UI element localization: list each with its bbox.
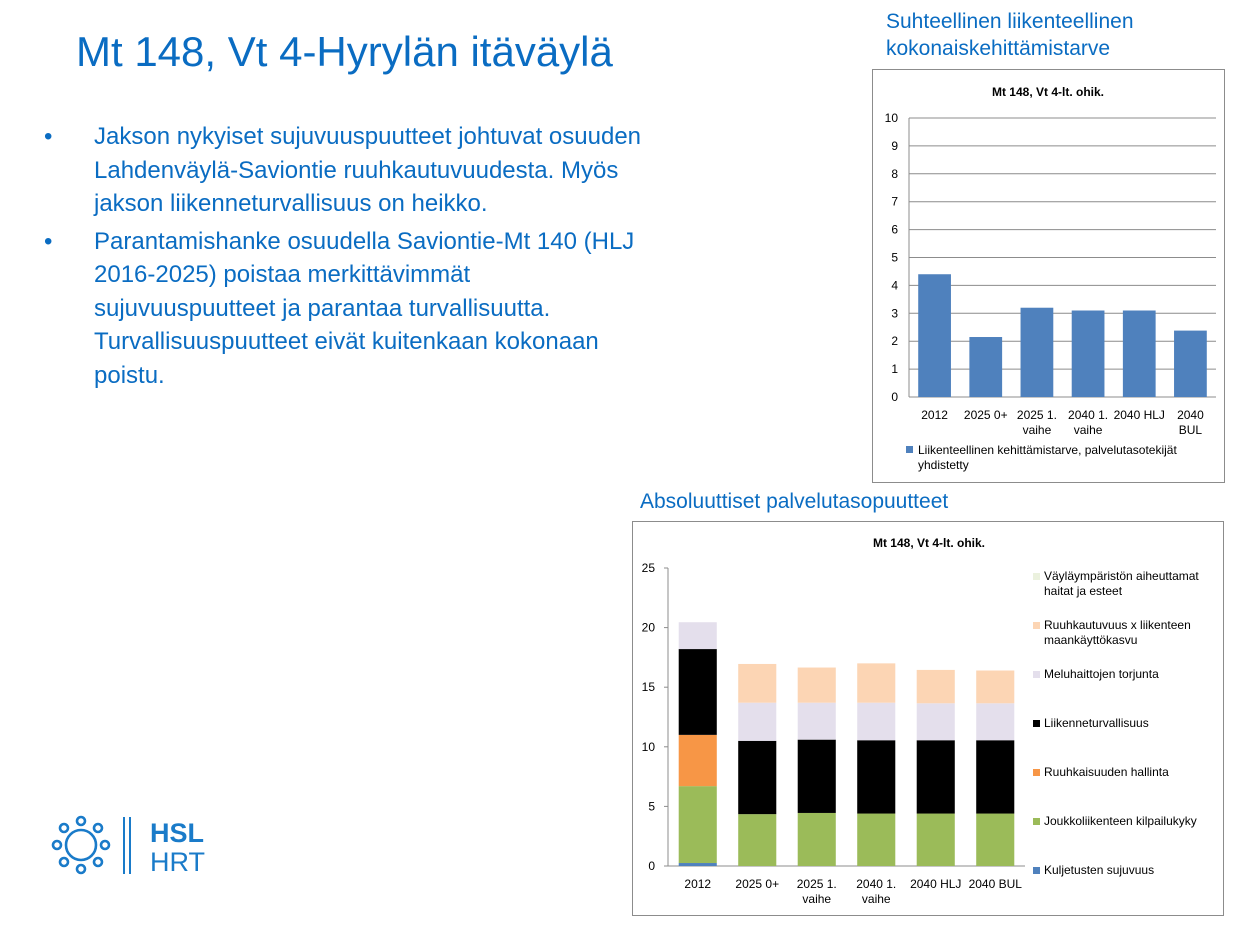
bar bbox=[1072, 311, 1105, 397]
x-tick-label: 2012 bbox=[921, 408, 948, 422]
stacked-bar-segment bbox=[857, 814, 895, 866]
legend-swatch bbox=[1033, 622, 1040, 629]
x-tick-label: 2040 HLJ bbox=[910, 877, 962, 891]
stacked-bar-segment bbox=[679, 649, 717, 735]
bullet-item bbox=[44, 225, 644, 393]
x-tick-label: 2025 0+ bbox=[963, 408, 1008, 422]
y-tick-label: 25 bbox=[641, 561, 655, 575]
legend-label: Meluhaittojen torjunta bbox=[1044, 667, 1159, 681]
slide-title: Mt 148, Vt 4-Hyrylän itäväylä bbox=[76, 28, 613, 75]
stacked-bar-segment bbox=[738, 703, 776, 741]
y-tick-label: 1 bbox=[891, 362, 898, 377]
x-tick-label: 2040 HLJ bbox=[1113, 408, 1165, 422]
stacked-bar-segment bbox=[976, 814, 1014, 866]
legend-label: Ruuhkautuvuus x liikenteen bbox=[1044, 618, 1191, 632]
legend-label: Kuljetusten sujuvuus bbox=[1044, 863, 1155, 877]
y-tick-label: 5 bbox=[891, 250, 898, 265]
y-tick-label: 6 bbox=[891, 222, 898, 237]
x-tick-label: vaihe bbox=[861, 892, 891, 906]
y-tick-label: 9 bbox=[891, 138, 898, 153]
stacked-bar-segment bbox=[679, 863, 717, 866]
stacked-bar-segment bbox=[798, 668, 836, 703]
x-tick-label: 2025 1. bbox=[796, 877, 837, 891]
y-tick-label: 3 bbox=[891, 306, 898, 321]
chart1-svg bbox=[873, 70, 1224, 482]
y-tick-label: 0 bbox=[648, 859, 655, 873]
stacked-bar-segment bbox=[738, 664, 776, 703]
stacked-bar-segment bbox=[976, 703, 1014, 740]
bar bbox=[969, 337, 1002, 397]
x-tick-label: 2040 1. bbox=[1068, 408, 1109, 422]
legend-label: Joukkoliikenteen kilpailukyky bbox=[1044, 814, 1197, 828]
stacked-bar-segment bbox=[917, 740, 955, 813]
x-tick-label: 2040 BUL bbox=[968, 877, 1022, 891]
stacked-bar-segment bbox=[738, 814, 776, 866]
y-tick-label: 10 bbox=[641, 739, 655, 754]
bullet-text: Parantamishanke osuudella Saviontie-Mt 140 (HLJ 2016-2025) poistaa merkittävimmät sujuvuuspuutteet ja parantaa turvallisuutta. Turvallisuuspuutteet eivät kuitenkaan kokonaan poistu. bbox=[94, 227, 635, 389]
hsl-logo-icon bbox=[50, 812, 220, 882]
stacked-bar-segment bbox=[976, 740, 1014, 813]
legend-swatch bbox=[1033, 769, 1040, 776]
chart-title: Mt 148, Vt 4-lt. ohik. bbox=[991, 85, 1105, 99]
logo-text-hsl: HSL bbox=[150, 818, 204, 848]
x-tick-label: 2040 bbox=[1177, 408, 1204, 422]
legend-label: haitat ja esteet bbox=[1044, 584, 1123, 598]
legend-label: Liikenneturvallisuus bbox=[1044, 716, 1149, 730]
stacked-bar-segment bbox=[857, 740, 895, 813]
bar bbox=[918, 274, 951, 397]
chart1-heading: Suhteellinen liikenteellinen kokonaiskehittämistarve bbox=[886, 10, 1134, 60]
hsl-hrt-logo bbox=[50, 812, 220, 887]
legend-swatch bbox=[1033, 867, 1040, 874]
y-tick-label: 8 bbox=[891, 166, 898, 181]
stacked-bar-segment bbox=[917, 703, 955, 740]
y-tick-label: 20 bbox=[641, 620, 655, 635]
chart2-svg bbox=[633, 522, 1223, 915]
bullet-list bbox=[44, 120, 644, 396]
chart2-heading: Absoluuttiset palvelutasopuutteet bbox=[640, 490, 949, 513]
x-tick-label: 2012 bbox=[684, 877, 712, 891]
x-tick-label: vaihe bbox=[802, 892, 832, 906]
y-tick-label: 7 bbox=[891, 194, 898, 209]
stacked-bar-segment bbox=[976, 671, 1014, 704]
y-tick-label: 5 bbox=[648, 799, 655, 814]
legend-label: maankäyttökasvu bbox=[1044, 633, 1138, 647]
stacked-bar-segment bbox=[798, 813, 836, 866]
stacked-bar-segment bbox=[798, 703, 836, 740]
stacked-bar-segment bbox=[738, 741, 776, 814]
legend-label: yhdistetty bbox=[918, 458, 969, 472]
x-tick-label: BUL bbox=[1178, 423, 1203, 437]
legend-swatch bbox=[1033, 720, 1040, 727]
y-tick-label: 2 bbox=[891, 334, 898, 349]
stacked-bar-segment bbox=[679, 735, 717, 786]
bullet-marker: • bbox=[44, 227, 53, 255]
x-tick-label: 2025 0+ bbox=[735, 877, 780, 891]
chart-title: Mt 148, Vt 4-lt. ohik. bbox=[872, 536, 986, 550]
logo-text-hrt: HRT bbox=[150, 847, 206, 877]
legend-swatch bbox=[1033, 818, 1040, 825]
legend-label: Ruuhkaisuuden hallinta bbox=[1044, 765, 1169, 779]
x-tick-label: 2025 1. bbox=[1016, 408, 1057, 422]
x-tick-label: vaihe bbox=[1073, 423, 1103, 437]
y-tick-label: 15 bbox=[641, 680, 655, 695]
bar bbox=[1021, 308, 1054, 397]
y-tick-label: 0 bbox=[891, 390, 898, 404]
stacked-bar-segment bbox=[679, 786, 717, 863]
y-tick-label: 10 bbox=[884, 111, 898, 125]
stacked-bar-segment bbox=[917, 670, 955, 703]
legend-swatch bbox=[1033, 573, 1040, 580]
legend-label: Liikenteellinen kehittämistarve, palvelutasotekijät bbox=[918, 443, 1177, 457]
chart2-frame bbox=[632, 521, 1224, 916]
stacked-bar-segment bbox=[917, 814, 955, 866]
legend-label: Väyläympäristön aiheuttamat bbox=[1044, 569, 1199, 583]
stacked-bar-segment bbox=[798, 740, 836, 813]
x-tick-label: 2040 1. bbox=[856, 877, 897, 891]
bullet-marker: • bbox=[44, 123, 53, 150]
stacked-bar-segment bbox=[679, 622, 717, 649]
chart1-frame bbox=[872, 69, 1225, 483]
bullet-text: Jakson nykyiset sujuvuuspuutteet johtuvat osuuden Lahdenväylä-Saviontie ruuhkautuvuudesta. Myös jakson liikenneturvallisuus on heikko. bbox=[94, 123, 642, 217]
legend-swatch bbox=[1033, 671, 1040, 678]
bar bbox=[1174, 331, 1207, 397]
x-tick-label: vaihe bbox=[1022, 423, 1052, 437]
bar bbox=[1123, 311, 1156, 397]
stacked-bar-segment bbox=[857, 703, 895, 741]
bullet-item bbox=[44, 120, 644, 221]
legend-swatch bbox=[906, 446, 913, 453]
y-tick-label: 4 bbox=[891, 278, 898, 293]
stacked-bar-segment bbox=[857, 663, 895, 702]
